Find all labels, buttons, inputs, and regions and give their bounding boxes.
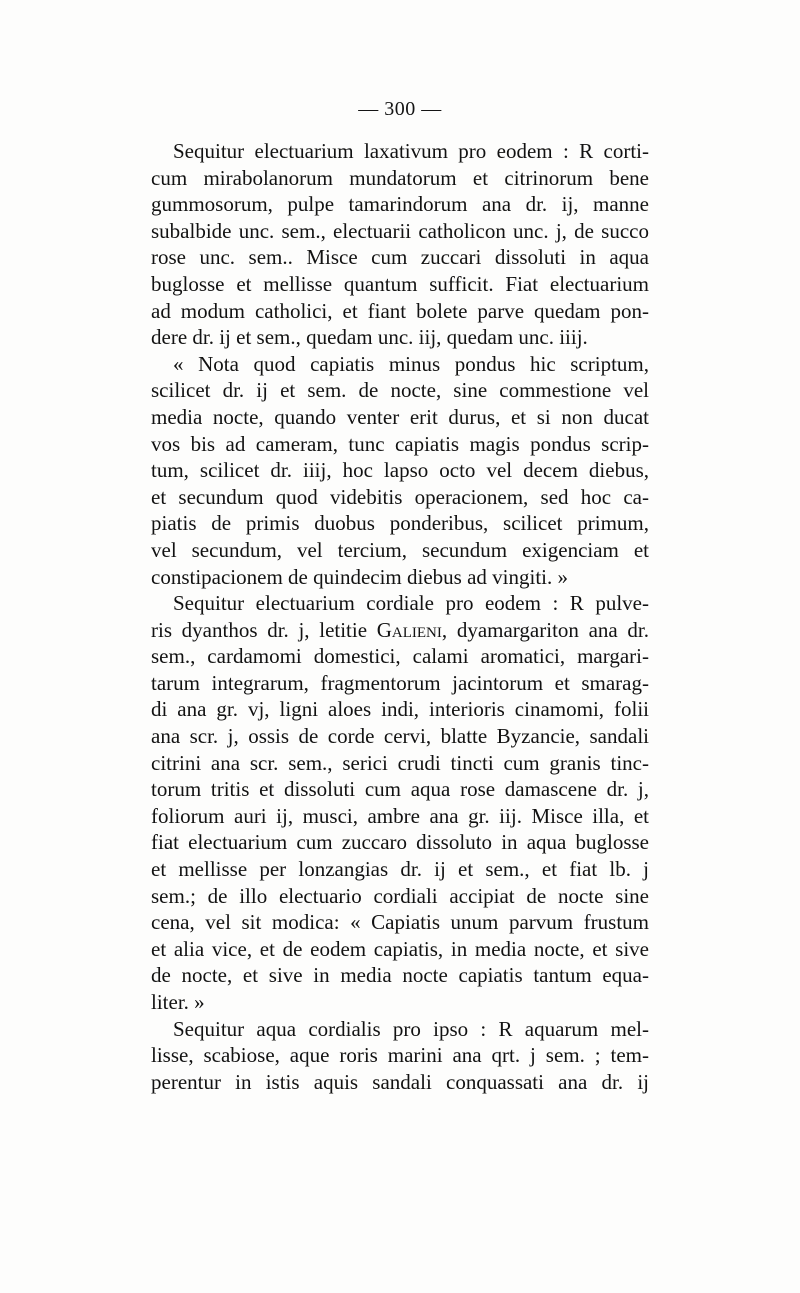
text-line: vos bis ad cameram, tunc capiatis magis pondus scrip- (151, 431, 649, 456)
text-line: Sequitur aqua cordialis pro ipso : R aquarum mel- (173, 1016, 649, 1041)
text-line: citrini ana scr. sem., serici crudi tincti cum granis tinc- (151, 750, 649, 775)
text-line: fiat electuarium cum zuccaro dissoluto in aqua buglosse (151, 830, 649, 855)
text-line: tum, scilicet dr. iiij, hoc lapso octo vel decem diebus, (151, 458, 649, 483)
text-line: et secundum quod videbitis operacionem, sed hoc ca- (151, 484, 649, 509)
text-line: media nocte, quando venter erit durus, et si non ducat (151, 404, 649, 429)
text-line: foliorum auri ij, musci, ambre ana gr. iij. Misce illa, et (151, 803, 649, 828)
text-line: piatis de primis duobus ponderibus, scilicet primum, (151, 511, 649, 536)
text-line: vel secundum, vel tercium, secundum exigenciam et (151, 537, 649, 562)
text-line: di ana gr. vj, ligni aloes indi, interioris cinamomi, folii (151, 697, 649, 722)
text-line: Sequitur electuarium laxativum pro eodem : R corti- (173, 139, 649, 163)
text-line: ana scr. j, ossis de corde cervi, blatte Byzancie, sandali (151, 724, 649, 749)
text-line: et alia vice, et de eodem capiatis, in media nocte, et sive (151, 936, 649, 961)
text-line: torum tritis et dissoluti cum aqua rose damascene dr. j, (151, 777, 649, 802)
text-line: dere dr. ij et sem., quedam unc. iij, quedam unc. iiij. (151, 325, 588, 350)
text-line: cena, vel sit modica: « Capiatis unum parvum frustum (151, 910, 649, 935)
text-line: liter. » (151, 990, 205, 1014)
text-line: et mellisse per lonzangias dr. ij et sem., et fiat lb. j (151, 857, 649, 882)
text-line: tarum integrarum, fragmentorum jacintorum et smarag- (151, 670, 649, 695)
text-line: rose unc. sem.. Misce cum zuccari dissoluti in aqua (151, 245, 649, 270)
text-line: perentur in istis aquis sandali conquassati ana dr. ij (151, 1069, 649, 1094)
text-line: ris dyanthos dr. j, letitie Galieni, dyamargariton ana dr. (151, 617, 649, 642)
paragraph-cordial-water (151, 1016, 649, 1096)
text-line: sem.; de illo electuario cordiali accipiat de nocte sine (151, 883, 649, 908)
text-line: lisse, scabiose, aque roris marini ana qrt. j sem. ; tem- (151, 1043, 649, 1068)
text-line: gummosorum, pulpe tamarindorum ana dr. ij, manne (151, 192, 649, 217)
text-line: « Nota quod capiatis minus pondus hic scriptum, (173, 351, 649, 376)
text-line: subalbide unc. sem., electuarii catholicon unc. j, de succo (151, 218, 649, 243)
body-text (151, 138, 649, 1095)
text-line: buglosse et mellisse quantum sufficit. Fiat electuarium (151, 271, 649, 296)
text-line: cum mirabolanorum mundatorum et citrinorum bene (151, 165, 649, 190)
page-number: — 300 — (358, 98, 442, 120)
text-line: scilicet dr. ij et sem. de nocte, sine commestione vel (151, 378, 649, 403)
paragraph-nota (151, 351, 649, 590)
text-line: constipacionem de quindecim diebus ad vingiti. » (151, 564, 568, 589)
text-line: Sequitur electuarium cordiale pro eodem : R pulve- (173, 591, 649, 616)
text-line: ad modum catholici, et fiant bolete parve quedam pon- (151, 298, 649, 323)
text-line: sem., cardamomi domestici, calami aromatici, margari- (151, 644, 649, 669)
paragraph-laxative-electuary (151, 138, 649, 351)
text-line: de nocte, et sive in media nocte capiatis tantum equa- (151, 963, 649, 988)
paragraph-cordial-electuary (151, 590, 649, 1016)
